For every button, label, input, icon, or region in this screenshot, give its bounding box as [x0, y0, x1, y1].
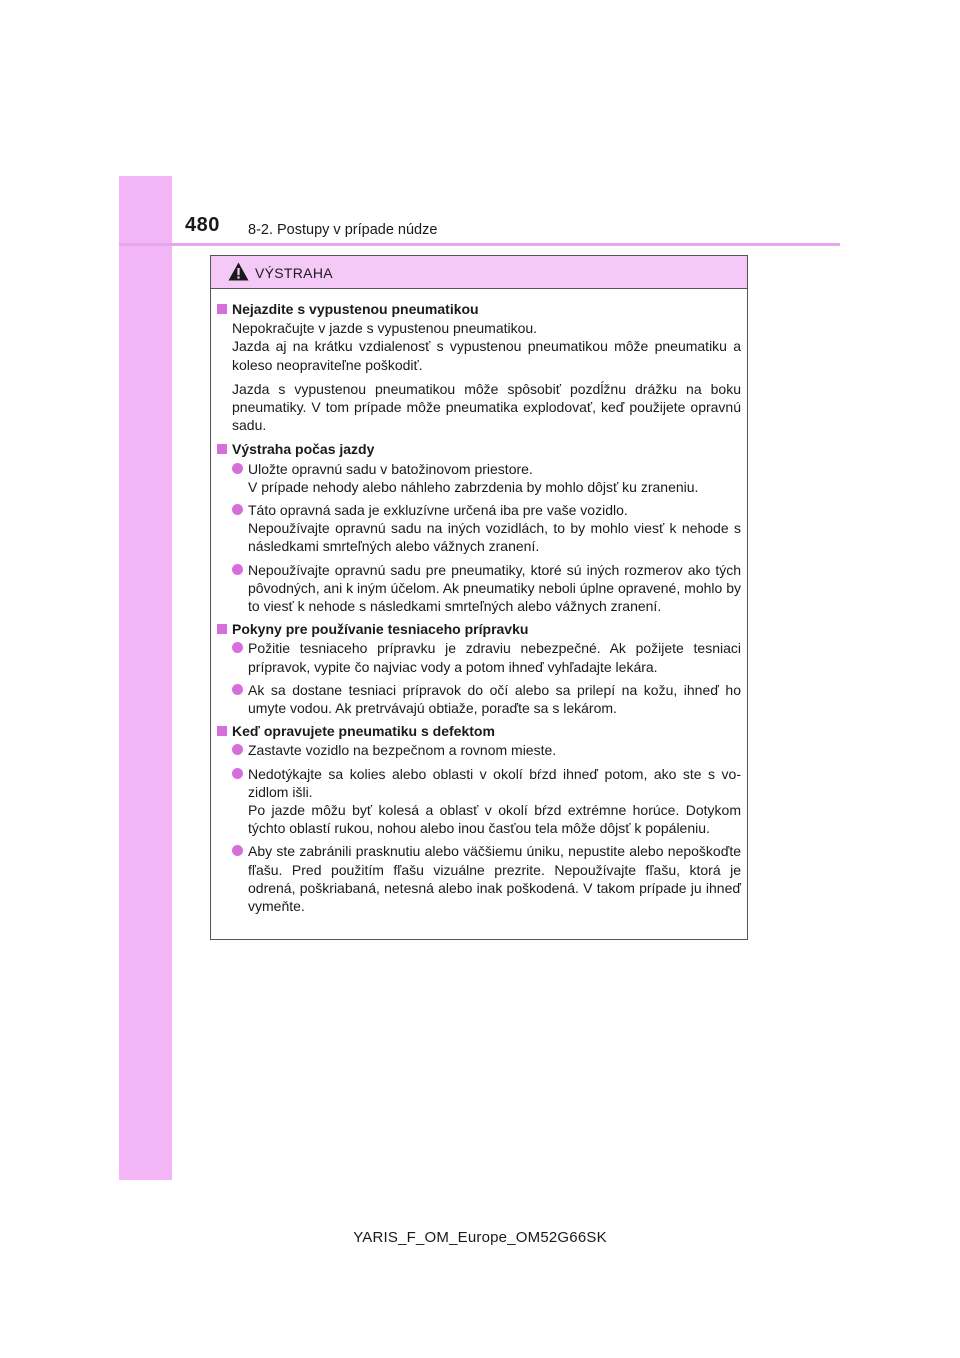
page-number: 480 — [185, 214, 220, 236]
bullet-item-text: Nedotýkajte sa kolies alebo oblasti v okolí bŕzd ihneď potom, ako ste s vozidlom išli. Po jazde môžu byť kolesá a oblasť v okolí bŕzd extrémne horúce. Dotykom týchto oblastí rukou, nohou alebo inou časťou tela môže dôjsť k popáleniu. — [248, 765, 741, 837]
paragraph: Jazda s vypustenou pneumatikou môže spôsobiť pozdĺžnu drážku na boku pneumatiky. V tom prípade môže pneumatika explodovať, keď použijete opravnú sadu. — [232, 380, 741, 434]
warning-header — [211, 256, 747, 289]
warning-label: VÝSTRAHA — [255, 265, 333, 281]
circle-bullet-icon — [232, 768, 243, 779]
section-heading — [217, 620, 741, 638]
bullet-item-text: Táto opravná sada je exkluzívne určená iba pre vaše vozidlo. Nepoužívajte opravnú sadu na iných vozidlách, to by mohlo viesť k nehode s následkami smrteľných alebo vážnych zranení. — [248, 502, 741, 555]
square-bullet-icon — [217, 726, 227, 736]
circle-bullet-icon — [232, 642, 243, 653]
header-rule — [119, 243, 840, 246]
warning-box — [210, 255, 748, 940]
bullet-item — [232, 561, 741, 616]
warning-body — [211, 289, 747, 915]
bullet-item — [232, 741, 741, 759]
circle-bullet-icon — [232, 744, 243, 755]
circle-bullet-icon — [232, 564, 243, 575]
square-bullet-icon — [217, 304, 227, 314]
section-heading-text: Pokyny pre používanie tesniaceho prípravku — [232, 621, 529, 638]
section-title: 8-2. Postupy v prípade núdze — [248, 222, 438, 238]
section-heading-text: Keď opravujete pneumatiku s defektom — [232, 723, 495, 740]
circle-bullet-icon — [232, 504, 243, 515]
bullet-item — [232, 842, 741, 915]
bullet-item-text: Zastavte vozidlo na bezpečnom a rovnom mieste. — [248, 742, 557, 759]
chapter-side-tab — [119, 176, 172, 1180]
bullet-item — [232, 681, 741, 717]
circle-bullet-icon — [232, 684, 243, 695]
bullet-item — [232, 639, 741, 675]
section-heading — [217, 300, 741, 318]
bullet-item-text: Ak sa dostane tesniaci prípravok do očí alebo sa prilepí na kožu, ihneď ho umyte vodou. Ak pretrvávajú obtiaže, poraďte sa s lekárom. — [248, 681, 741, 717]
warning-section — [217, 620, 741, 717]
bullet-item-text: Uložte opravnú sadu v batožinovom priestore. V prípade nehody alebo náhleho zabrzdenia by mohlo dôjsť ku zraneniu. — [248, 460, 699, 495]
square-bullet-icon — [217, 624, 227, 634]
circle-bullet-icon — [232, 845, 243, 856]
warning-section — [217, 722, 741, 915]
section-heading — [217, 722, 741, 740]
circle-bullet-icon — [232, 463, 243, 474]
section-heading-text: Nejazdite s vypustenou pneumatikou — [232, 301, 479, 317]
paragraph: Nepokračujte v jazde s vypustenou pneumatikou. Jazda aj na krátku vzdialenosť s vypustenou pneumatikou môže pneumatiku a koleso neopraviteľne poškodiť. — [232, 320, 741, 373]
bullet-item — [232, 460, 741, 496]
warning-triangle-icon — [228, 262, 249, 281]
warning-section — [217, 300, 741, 434]
square-bullet-icon — [217, 444, 227, 454]
bullet-item-text: Požitie tesniaceho prípravku je zdraviu nebezpečné. Ak požijete tesniaci prípravok, vypite čo najviac vody a potom ihneď vyhľadajte lekára. — [248, 640, 741, 675]
bullet-item-text: Nepoužívajte opravnú sadu pre pneumatiky, ktoré sú iných rozmerov ako tých pôvodných, ani k iným účelom. Ak pneumatiky neboli úplne opravené, mohlo by to viesť k nehode s následkami smrteľných alebo vážnych zranení. — [248, 561, 741, 615]
page-header — [119, 204, 840, 244]
bullet-item — [232, 765, 741, 838]
bullet-item — [232, 501, 741, 556]
section-heading — [217, 440, 741, 458]
bullet-item-text: Aby ste zabránili prasknutiu alebo väčšiemu úniku, nepustite alebo nepoškoďte fľašu. Pred použitím fľašu vizuálne prezrite. Nepoužívajte fľašu, ktorá je odrená, poškriabaná, netesná alebo inak poškodená. V takom prípade ju ihneď vymeňte. — [248, 843, 741, 915]
section-heading-text: Výstraha počas jazdy — [232, 441, 375, 458]
document-code: YARIS_F_OM_Europe_OM52G66SK — [353, 1229, 607, 1246]
warning-section — [217, 440, 741, 615]
